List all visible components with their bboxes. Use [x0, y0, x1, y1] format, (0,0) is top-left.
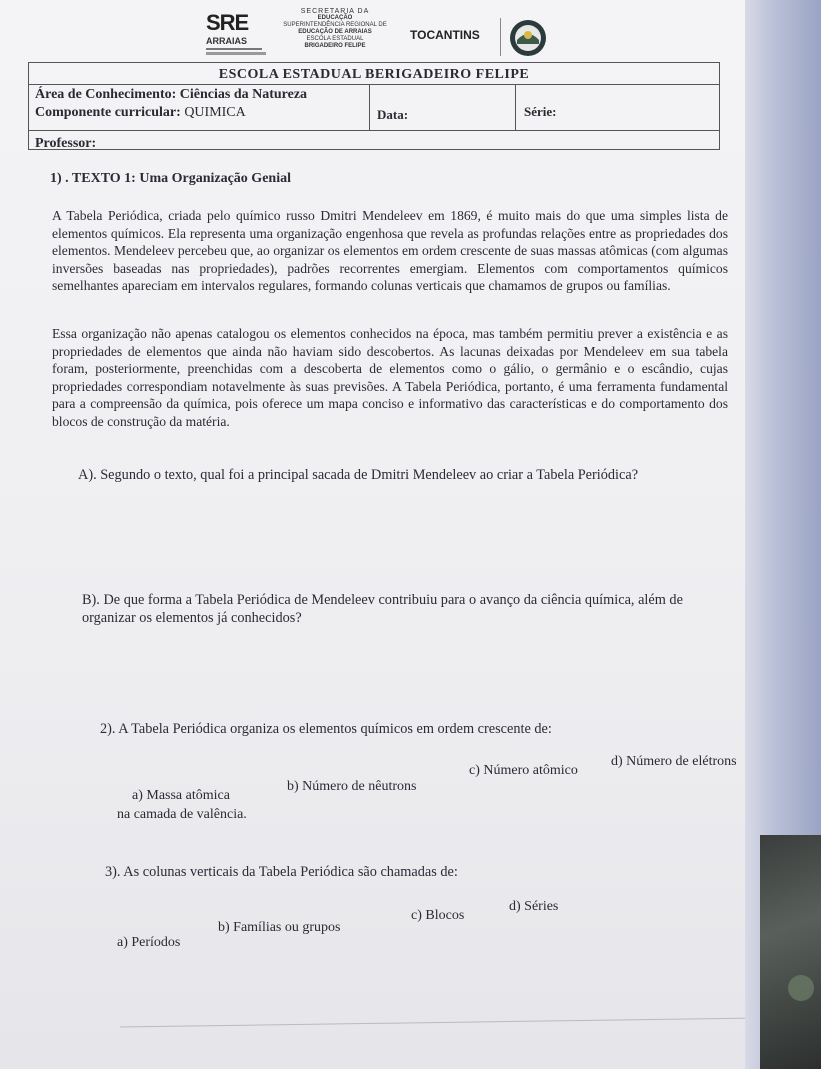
- logo-subtext: [206, 52, 266, 55]
- question-3: 3). As colunas verticais da Tabela Periódica são chamadas de:: [105, 864, 458, 880]
- object-mark: [788, 975, 814, 1001]
- table-divider: [29, 130, 719, 131]
- secretaria-line: ESCOLA ESTADUAL: [306, 36, 364, 42]
- table-divider: [369, 84, 370, 130]
- secretaria-line: EDUCAÇÃO DE ARRAIAS: [298, 29, 372, 35]
- component-value: QUIMICA: [184, 105, 246, 120]
- curricular-component: [35, 105, 246, 121]
- q3-option-a[interactable]: a) Períodos: [117, 935, 181, 950]
- school-name: ESCOLA ESTADUAL BERIGADEIRO FELIPE: [218, 67, 530, 82]
- q2-option-d[interactable]: d) Número de elétrons: [611, 754, 737, 769]
- header: [200, 6, 560, 64]
- background-object: [760, 835, 821, 1069]
- q2-option-c[interactable]: c) Número atômico: [469, 763, 578, 778]
- q3-option-b[interactable]: b) Famílias ou grupos: [218, 920, 341, 935]
- logo-divider: [206, 48, 262, 50]
- text1-paragraph-1: A Tabela Periódica, criada pelo químico russo Dmitri Mendeleev em 1869, é muito mais do que uma simples lista de elementos químicos. Ela representa uma organização engenhosa que revela as profundas relações entre as propriedades dos elementos. Mendeleev percebeu que, ao organizar os elementos em ordem crescente de suas massas atômicas (com algumas inversões baseadas nas propriedades), padrões recorrentes emergiam. Elementos com comportamentos químicos semelhantes apareciam em intervalos regulares, formando colunas verticais que chamamos de grupos ou famílias.: [52, 208, 728, 293]
- series-field[interactable]: Série:: [524, 104, 557, 119]
- q2-option-b[interactable]: b) Número de nêutrons: [287, 779, 417, 794]
- state-emblem-icon: [508, 18, 548, 58]
- knowledge-area: Área de Conhecimento: Ciências da Natureza: [35, 87, 308, 102]
- arraias-label: ARRAIAS: [206, 36, 248, 46]
- q2-option-a[interactable]: a) Massa atômica: [132, 788, 230, 803]
- q3-option-d[interactable]: d) Séries: [509, 899, 559, 914]
- sre-logo: SRE: [206, 10, 249, 35]
- component-label: Componente curricular:: [35, 105, 181, 120]
- secretaria-line: SECRETARIA DA: [300, 8, 370, 15]
- secretaria-line: SUPERINTENDÊNCIA REGIONAL DE: [283, 22, 387, 28]
- teacher-field[interactable]: Professor:: [35, 136, 97, 151]
- text1-paragraph-2: Essa organização não apenas catalogou os elementos conhecidos na época, mas também permitiu prever a existência e as propriedades de elementos que ainda não haviam sido descobertos. As lacunas deixadas por Mendeleev em sua tabela foram, posteriormente, preenchidas com a descoberta de elementos como o gálio, o germânio e o escândio, cujas propriedades correspondiam notavelmente às suas previsões. A Tabela Periódica, portanto, é uma ferramenta fundamental para a compreensão da química, pois oferece um mapa conciso e informativo das características e do comportamento dos blocos de construção da matéria.: [52, 326, 728, 429]
- q2-option-d-continuation: na camada de valência.: [117, 807, 247, 822]
- page-bottom-line: [120, 1018, 760, 1028]
- secretaria-line: BRIGADEIRO FELIPE: [304, 43, 366, 49]
- state-name: TOCANTINS: [410, 28, 480, 42]
- question-b: B). De que forma a Tabela Periódica de Mendeleev contribuiu para o avanço da ciência química, além de organizar os elementos já conhecidos?: [82, 592, 683, 626]
- header-form-table: [28, 62, 720, 150]
- text1-heading: 1) . TEXTO 1: Uma Organização Genial: [50, 171, 291, 186]
- header-divider: [500, 18, 501, 56]
- secretaria-line: EDUCAÇÃO: [317, 15, 353, 21]
- table-divider: [515, 84, 516, 130]
- question-2: 2). A Tabela Periódica organiza os elementos químicos em ordem crescente de:: [100, 721, 552, 737]
- secretaria-block: [270, 8, 400, 50]
- q3-option-c[interactable]: c) Blocos: [411, 908, 465, 923]
- date-field[interactable]: Data:: [377, 107, 409, 122]
- table-divider: [29, 84, 719, 85]
- question-a: A). Segundo o texto, qual foi a principal sacada de Dmitri Mendeleev ao criar a Tabela Periódica?: [78, 467, 639, 483]
